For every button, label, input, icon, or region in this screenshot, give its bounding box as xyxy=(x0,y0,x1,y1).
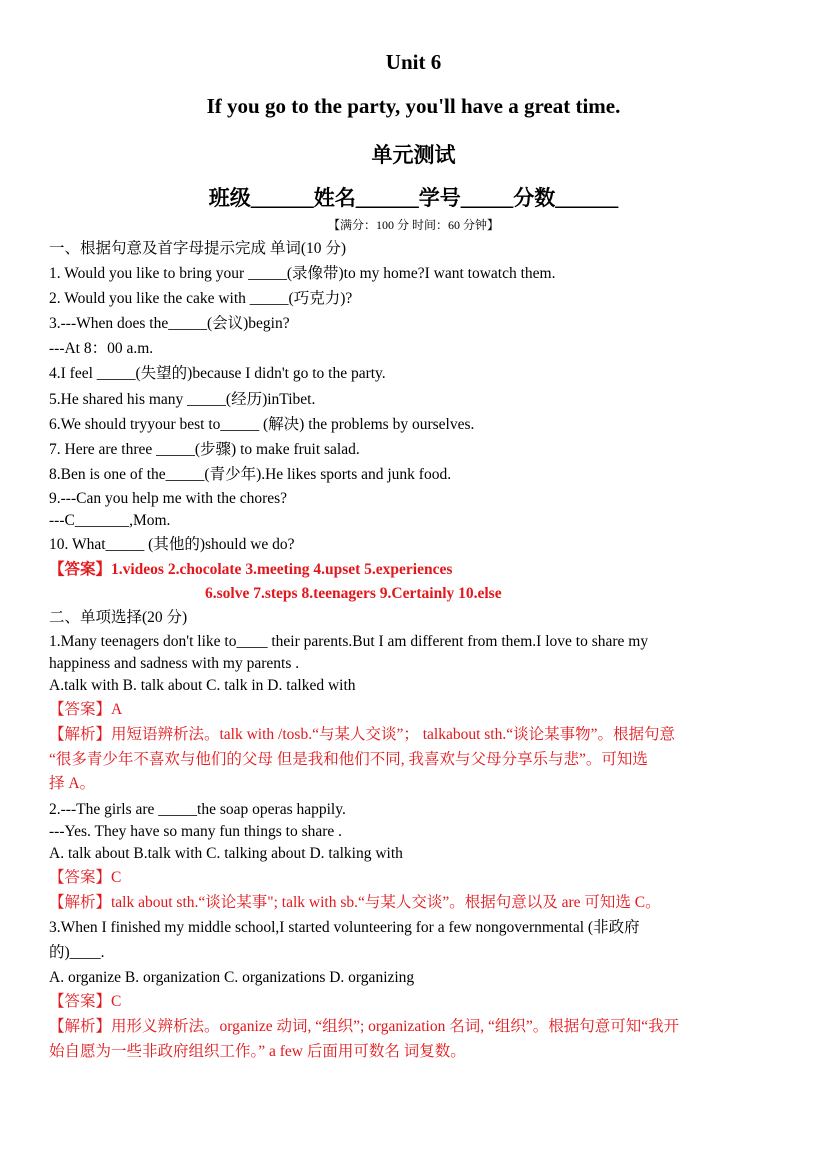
question-stem: 2.---The girls are _____the soap operas happily. xyxy=(49,801,346,818)
analysis-line: “很多青少年不喜欢与他们的父母 但是我和他们不同, 我喜欢与父母分享乐与悲”。可知选 xyxy=(49,751,648,768)
section1-item: 8.Ben is one of the_____(青少年).He likes sports and junk food. xyxy=(49,466,452,483)
page-title: If you go to the party, you'll have a great time. xyxy=(206,94,621,118)
score-note: 【满分：100 分 时间：60 分钟】 xyxy=(327,218,499,232)
section1-answer: 6.solve 7.steps 8.teenagers 9.Certainly 10.else xyxy=(205,585,502,602)
answer-line: 【答案】C xyxy=(49,869,122,886)
section1-item: 3.---When does the_____(会议)begin? xyxy=(49,315,290,332)
section2-heading: 二、单项选择(20 分) xyxy=(49,609,188,626)
analysis-line: 【解析】talk about sth.“谈论某事"; talk with sb.“与某人交谈”。根据句意以及 are 可知选 C。 xyxy=(49,894,661,911)
section1-answer: 【答案】1.videos 2.chocolate 3.meeting 4.upset 5.experiences xyxy=(49,561,453,578)
question-stem: ---Yes. They have so many fun things to share . xyxy=(49,823,343,840)
student-info-line: 班级______姓名______学号_____分数______ xyxy=(208,186,619,210)
question-options: A. talk about B.talk with C. talking about D. talking with xyxy=(49,845,403,862)
section1-item: 9.---Can you help me with the chores? xyxy=(49,490,288,507)
section1-item: 1. Would you like to bring your _____(录像带)to my home?I want towatch them. xyxy=(49,265,556,282)
section1-heading: 一、根据句意及首字母提示完成 单词(10 分) xyxy=(49,240,347,257)
question-stem: 3.When I finished my middle school,I started volunteering for a few nongovernmental (非政府 xyxy=(49,919,640,936)
answer-line: 【答案】A xyxy=(49,701,123,718)
unit-heading: Unit 6 xyxy=(385,50,442,74)
question-stem: 的)____. xyxy=(49,944,105,961)
question-stem: happiness and sadness with my parents . xyxy=(49,655,300,672)
question-options: A.talk with B. talk about C. talk in D. talked with xyxy=(49,677,356,694)
question-options: A. organize B. organization C. organizations D. organizing xyxy=(49,969,415,986)
section1-item: ---At 8：00 a.m. xyxy=(49,340,154,357)
answer-line: 【答案】C xyxy=(49,993,122,1010)
analysis-line: 【解析】用形义辨析法。organize 动词, “组织”; organization 名词, “组织”。根据句意可知“我开 xyxy=(49,1018,680,1035)
section1-item: 6.We should tryyour best to_____ (解决) the problems by ourselves. xyxy=(49,416,475,433)
question-stem: 1.Many teenagers don't like to____ their parents.But I am different from them.I love to share my xyxy=(49,633,649,650)
section1-item: 7. Here are three _____(步骤) to make fruit salad. xyxy=(49,441,360,458)
analysis-line: 【解析】用短语辨析法。talk with /tosb.“与某人交谈”； talkabout sth.“谈论某事物”。根据句意 xyxy=(49,726,675,743)
analysis-line: 择 A。 xyxy=(49,775,96,792)
section1-item: 4.I feel _____(失望的)because I didn't go to the party. xyxy=(49,365,386,382)
section1-item: 5.He shared his many _____(经历)inTibet. xyxy=(49,391,316,408)
page-subtitle: 单元测试 xyxy=(371,143,456,167)
analysis-line: 始自愿为一些非政府组织工作。” a few 后面用可数名 词复数。 xyxy=(49,1043,466,1060)
section1-item: 10. What_____ (其他的)should we do? xyxy=(49,536,295,553)
section1-item: ---C_______,Mom. xyxy=(49,512,171,529)
section1-item: 2. Would you like the cake with _____(巧克力)? xyxy=(49,290,353,307)
